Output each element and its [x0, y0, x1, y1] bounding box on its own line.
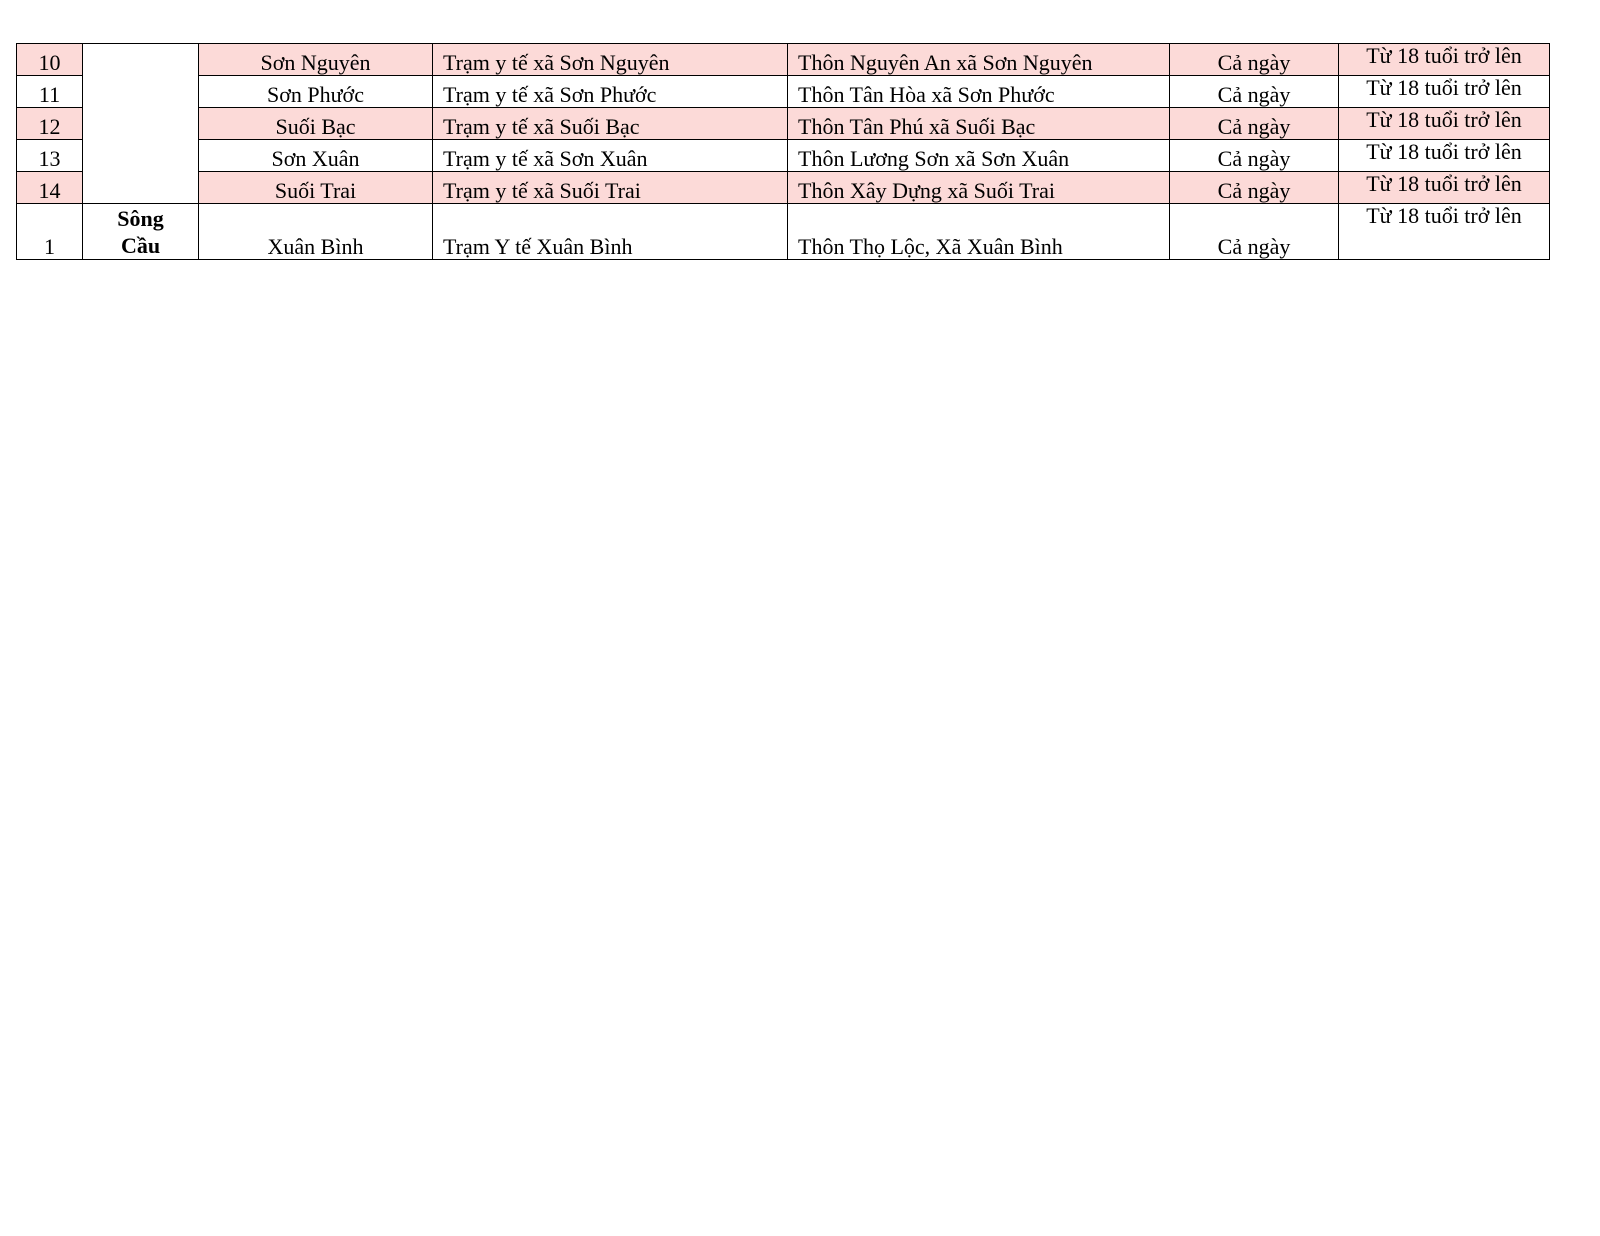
- site-cell: Trạm Y tế Xuân Bình: [433, 204, 788, 260]
- commune-cell: Sơn Xuân: [199, 140, 433, 172]
- site-cell: Trạm y tế xã Sơn Nguyên: [433, 44, 788, 76]
- district-cell: [83, 204, 199, 260]
- commune-cell: Xuân Bình: [199, 204, 433, 260]
- table-row: [17, 140, 1550, 172]
- district-cell: [83, 44, 199, 204]
- age-cell: Từ 18 tuổi trở lên: [1339, 204, 1550, 260]
- row-number: 13: [17, 140, 83, 172]
- table-row: [17, 172, 1550, 204]
- age-cell: Từ 18 tuổi trở lên: [1339, 44, 1550, 76]
- time-cell: Cả ngày: [1170, 108, 1339, 140]
- site-cell: Trạm y tế xã Sơn Xuân: [433, 140, 788, 172]
- address-cell: Thôn Nguyên An xã Sơn Nguyên: [788, 44, 1170, 76]
- age-cell: Từ 18 tuổi trở lên: [1339, 172, 1550, 204]
- site-cell: Trạm y tế xã Suối Trai: [433, 172, 788, 204]
- district-name-line1: Sông: [117, 206, 164, 231]
- row-number: 1: [17, 204, 83, 260]
- address-cell: Thôn Xây Dựng xã Suối Trai: [788, 172, 1170, 204]
- vaccination-sites-table: [16, 43, 1550, 260]
- commune-cell: Suối Trai: [199, 172, 433, 204]
- address-cell: Thôn Lương Sơn xã Sơn Xuân: [788, 140, 1170, 172]
- time-cell: Cả ngày: [1170, 172, 1339, 204]
- row-number: 11: [17, 76, 83, 108]
- row-number: 12: [17, 108, 83, 140]
- age-cell: Từ 18 tuổi trở lên: [1339, 108, 1550, 140]
- time-cell: Cả ngày: [1170, 76, 1339, 108]
- commune-cell: Sơn Nguyên: [199, 44, 433, 76]
- address-cell: Thôn Tân Hòa xã Sơn Phước: [788, 76, 1170, 108]
- age-cell: Từ 18 tuổi trở lên: [1339, 140, 1550, 172]
- commune-cell: Sơn Phước: [199, 76, 433, 108]
- site-cell: Trạm y tế xã Sơn Phước: [433, 76, 788, 108]
- address-cell: Thôn Thọ Lộc, Xã Xuân Bình: [788, 204, 1170, 260]
- time-cell: Cả ngày: [1170, 204, 1339, 260]
- row-number: 14: [17, 172, 83, 204]
- age-cell: Từ 18 tuổi trở lên: [1339, 76, 1550, 108]
- address-cell: Thôn Tân Phú xã Suối Bạc: [788, 108, 1170, 140]
- site-cell: Trạm y tế xã Suối Bạc: [433, 108, 788, 140]
- table-row: [17, 204, 1550, 260]
- table-row: [17, 76, 1550, 108]
- district-name-line2: Cầu: [120, 233, 161, 258]
- row-number: 10: [17, 44, 83, 76]
- table-row: [17, 44, 1550, 76]
- commune-cell: Suối Bạc: [199, 108, 433, 140]
- time-cell: Cả ngày: [1170, 140, 1339, 172]
- table-row: [17, 108, 1550, 140]
- time-cell: Cả ngày: [1170, 44, 1339, 76]
